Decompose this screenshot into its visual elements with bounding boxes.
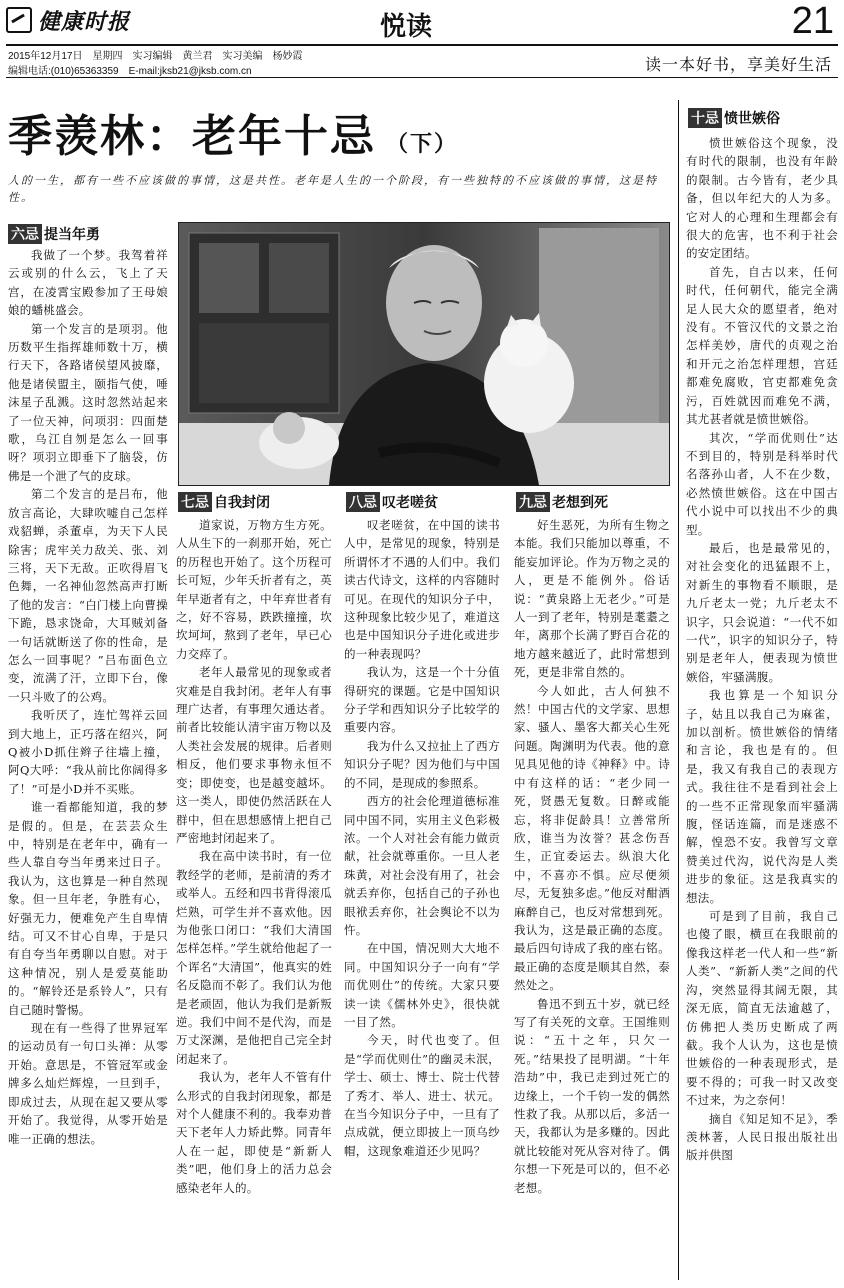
paragraph: 第二个发言的是吕布，他放言高论，大肆吹嘘自己怎样戏貂蝉，杀董卓，为天下人民除害；虎牢关力敌关、张、刘三将，天下无敌。正吹得眉飞色舞，一名神仙忽然高声打断了他的发言：“白门楼上向曹操下跪，恳求饶命，大耳贼刘备一句话就断送了你的性命，是怎么一回事呢？”吕布面色立变，流满了汗，立即下台，像一只斗败了的公鸡。 [8,487,168,704]
section-8-title: 叹老嗟贫 [382,495,438,511]
section-9-title: 老想到死 [552,495,608,511]
paragraph: 我认为，这是一个十分值得研究的课题。它是中国知识分子学和西知识分子比较学的重要内容。 [344,665,500,735]
paragraph: 首先，自古以来，任何时代，任何朝代，能完全满足人民大众的愿望者，绝对没有。不管汉代的文景之治怎样美妙，唐代的贞观之治和开元之治怎样理想，宫廷都难免腐败，官吏都难免贪污，百姓就因而难免不满，其尤甚者就是愤世嫉俗。 [686,264,838,427]
section-8-body [344,516,500,1276]
logo-mark-icon [6,7,32,33]
paragraph: 我听厌了，连忙驾祥云回到大地上，正巧落在绍兴，阿Q被小D抓住辫子往墙上撞，阿Q大呼：“我从前比你阔得多了！”可是小D并不买账。 [8,708,168,796]
title-text: 季羡林：老年十忌 [8,111,376,162]
paragraph: 最后，也是最常见的，对社会变化的迅猛跟不上，对新生的事物看不顺眼，是九斤老太一党；九斤老太不识字，只会说道：“一代不如一代”，识字的知识分子，特别是老年人，便表现为愤世嫉俗，牢骚满腹。 [686,540,838,684]
article-lede: 人的一生，都有一些不应该做的事情，这是共性。老年是人生的一个阶段，有一些独特的不应该做的事情，这是特性。 [8,174,658,204]
section-6-body [8,246,168,1276]
paragraph: 西方的社会伦理道德标准同中国不同，实用主义色彩极浓。一个人对社会有能力做贡献，社会就尊重你。一旦人老珠黄，对社会没有用了，社会就丢弃你，包括自己的子孙也眼袱丢弃你，社会舆论不以为忤。 [344,794,500,937]
portrait-with-cats-photo-icon [179,223,669,485]
portrait-photo [178,222,670,486]
source-note: 摘自《知足知不足》，季羡林著，人民日报出版社出版并供图 [686,1111,838,1163]
page-number: 21 [791,0,834,42]
section-9-heading [516,492,608,512]
paragraph: 我为什么又拉扯上了西方知识分子呢？因为他们与中国的不同，是现成的参照系。 [344,738,500,790]
section-10-heading [688,108,780,128]
paragraph: 我也算是一个知识分子，姑且以我自己为麻雀，加以剖析。愤世嫉俗的情绪和言论，我也是有的。但是，我又有我自己的表现方式。我往往不是看到社会上的一些不正常现象而牢骚满腹，怪话连篇，而是迷惑不解，惶恐不安。我曾写文章赞美过代沟，说代沟是人类进步的象征。这是我真实的想法。 [686,688,838,905]
column-divider [678,100,679,1280]
section-8-tag: 八忌 [346,492,380,512]
title-suffix: （下） [386,131,459,157]
paragraph: 可是到了目前，我自己也傻了眼，横亘在我眼前的像我这样老一代人和一些“新人类”、“新新人类”之间的代沟，突然显得其阔无限，其深无底，简直无法逾越了，仿佛把人类历史断成了两截。我个人认为，这也是愤世嫉俗的一种表现形式，是要不得的；可我一时又改变不过来，为之奈何！ [686,909,838,1108]
paragraph: 现在有一些得了世界冠军的运动员有一句口头禅：从零开始。意思是，不管冠军或金牌多么灿烂辉煌，一旦到手，即成过去，从现在起又要从零开始了。我觉得，从零开始是唯一正确的想法。 [8,1021,168,1146]
section-7-tag: 七忌 [178,492,212,512]
section-10-body [686,134,838,1282]
section-name: 悦读 [380,12,433,42]
meta-line-contact: 编辑电话:(010)65363359 E-mail:jksb21@jksb.com.cn [8,66,252,77]
paragraph: 在中国，情况则大大地不同。中国知识分子一向有“学而优则仕”的传统。大家只要读一读《儒林外史》，很快就一目了然。 [344,941,500,1029]
section-7-body [176,516,332,1276]
paragraph: 今人如此，古人何独不然！中国古代的文学家、思想家、骚人、墨客大都关心生死问题。陶渊明为代表。他的意见具见他的诗《神释》中。诗中有这样的话：“老少同一死，贤愚无复数。日醉或能忘，将非促龄具！立善常所欣，谁当为汝誉？甚念伤吾生，正宜委运去。纵浪大化中，不喜亦不惧。应尽便须尽，无复独多虑。”他反对酣酒麻醉自己，也反对常想到死。我认为，这是最正确的态度。最后四句诗成了我的座右铭。最正确的态度是顺其自然，泰然处之。 [514,683,670,993]
masthead-logo [6,4,166,36]
section-6-title: 提当年勇 [44,227,100,243]
section-6-heading [8,224,100,244]
paragraph: 我在高中读书时，有一位教经学的老师，是前清的秀才或举人。五经和四书背得滚瓜烂熟，可学生并不喜欢他。因为他张口闭口：“我们大清国怎样怎样。”学生就给他起了一个诨名“大清国”，他真实的姓名反隐而不彰了。我们认为他是老顽固，他认为我们是新叛逆。我们中间不是代沟，而是万丈深渊，是他把自己完全封闭起来了。 [176,849,332,1066]
article-title [8,100,458,164]
section-6-tag: 六忌 [8,224,42,244]
section-10-tag: 十忌 [688,108,722,128]
paragraph: 谁一看都能知道，我的梦是假的。但是，在芸芸众生中，特别是在老年中，确有一些人靠自夸当年勇来过日子。我认为，这也算是一种自然现象。但一旦年老，争胜有心，好强无力，便难免产生自卑情结。可又不甘心自卑，于是只有自夸当年勇聊以自慰。对于这种情况，别人是爱莫能助的。“解铃还是系铃人”，只有自己随时警惕。 [8,800,168,1017]
section-9-tag: 九忌 [516,492,550,512]
section-7-heading [178,492,270,512]
section-9-body [514,516,670,1276]
meta-line-date-editors: 2015年12月17日 星期四 实习编辑 黄兰君 实习美编 杨妙霞 [8,51,303,62]
paragraph: 第一个发言的是项羽。他历数平生指挥雄师数十万，横行天下，各路诸侯望风披靡，他是诸侯盟主，颐指气使，唾沫星子乱溅。这时忽然站起来了一位天神，问项羽：四面楚歌，乌江自刎是怎么一回事呀？项羽立即垂下了脑袋，仿佛是一个泄了气的皮球。 [8,321,168,483]
paragraph: 叹老嗟贫，在中国的读书人中，是常见的现象，特别是所谓怀才不遇的人们中。我们读古代诗文，这样的内容随时可见。在现代的知识分子中，这种现象比较少见了，难道这也是中国知识分子进化或进步的一种表现吗？ [344,518,500,661]
paragraph: 好生恶死，为所有生物之本能。我们只能加以尊重，不能妄加评论。作为万物之灵的人，更是不能例外。俗话说：“黄泉路上无老少。”可是人一到了老年，特别是耄耋之年，离那个长满了野百合花的地方越来越近了，此时常想到死，更是非常自然的。 [514,518,670,680]
section-10-title: 愤世嫉俗 [724,111,780,127]
paragraph: 道家说，万物方生方死。人从生下的一刹那开始，死亡的历程也开始了。这个历程可长可短，少年夭折者有之，英年早逝者有之，中年弃世者有之，好不容易，跌跌撞撞，坎坎坷坷，熬到了老年，早已心力交瘁了。 [176,518,332,661]
paragraph: 今天，时代也变了。但是“学而优则仕”的幽灵未泯，学士、硕士、博士、院士代替了秀才、举人、进士、状元。在当今知识分子中，一旦有了点成就，便立即披上一顶乌纱帽，这现象难道还少见吗？ [344,1033,500,1158]
paragraph: 我认为，老年人不管有什么形式的自我封闭现象，都是对个人健康不利的。我奉劝普天下老年人力矫此弊。同青年人在一起，即使是“新新人类”吧，他们身上的活力总会感染老年人的。 [176,1070,332,1195]
slogan: 读一本好书，享美好生活 [644,57,832,74]
header-rule [6,44,838,46]
section-7-title: 自我封闭 [214,495,270,511]
section-8-heading [346,492,438,512]
paragraph: 鲁迅不到五十岁，就已经写了有关死的文章。王国维则说：“五十之年，只欠一死。”结果投了昆明湖。“十年浩劫”中，我已走到过死亡的边缘上，一个千钧一发的偶然性救了我。从那以后，多活一天，我都认为是多赚的。因此就比较能对死从容对待了。偶尔想一下死是可以的，但不必老想。 [514,996,670,1195]
logo-text: 健康时报 [38,8,131,35]
header-bottom-rule [6,77,838,78]
paragraph: 其次，“学而优则仕”达不到目的，特别是科举时代名落孙山者，人不在少数，必然愤世嫉俗。这在中国古代小说中可以找出不少的典型。 [686,430,838,537]
paragraph: 愤世嫉俗这个现象，没有时代的限制，也没有年龄的限制。古今皆有，老少具备，但以年纪大的人为多。它对人的心理和生理都会有很大的危害，也不利于社会的安定团结。 [686,136,838,261]
paragraph: 老年人最常见的现象或者灾难是自我封闭。老年人有事理广达者，有事理欠通达者。前者比较能认清宇宙万物以及人类社会发展的规律。后者则相反，他们要求事物永恒不变；即使变，也是越变越坏。这一类人，即使仍然活跃在人群中，但在思想感情上把自己严密地封闭起来了。 [176,665,332,845]
paragraph: 我做了一个梦。我驾着祥云或别的什么云，飞上了天宫，在凌霄宝殿参加了王母娘娘的蟠桃盛会。 [8,248,168,318]
